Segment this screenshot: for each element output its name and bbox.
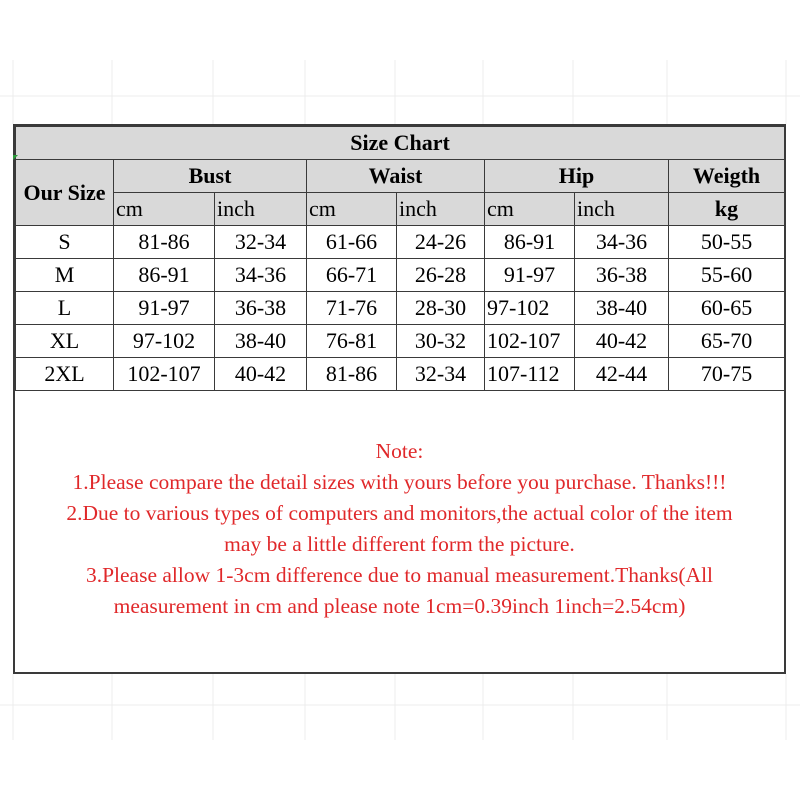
note-line: may be a little different form the picture. xyxy=(224,532,575,556)
bust-inch-cell: 40-42 xyxy=(215,358,307,391)
weight-kg-cell: 70-75 xyxy=(669,358,785,391)
hip-cm-cell: 97-102 xyxy=(485,292,575,325)
hip-header: Hip xyxy=(485,160,669,193)
waist-cm-cell: 61-66 xyxy=(307,226,397,259)
size-cell: L xyxy=(16,292,114,325)
waist-cm-unit: cm xyxy=(307,193,397,226)
size-cell: 2XL xyxy=(16,358,114,391)
waist-inch-cell: 24-26 xyxy=(397,226,485,259)
waist-cm-cell: 81-86 xyxy=(307,358,397,391)
weight-header: Weigth xyxy=(669,160,785,193)
note-heading: Note: xyxy=(375,439,424,463)
hip-inch-cell: 38-40 xyxy=(575,292,669,325)
table-title: Size Chart xyxy=(16,127,785,160)
bust-cm-cell: 97-102 xyxy=(114,325,215,358)
waist-header: Waist xyxy=(307,160,485,193)
weight-kg-cell: 60-65 xyxy=(669,292,785,325)
size-chart-table xyxy=(15,126,785,391)
hip-inch-cell: 36-38 xyxy=(575,259,669,292)
weight-kg-cell: 50-55 xyxy=(669,226,785,259)
waist-inch-cell: 28-30 xyxy=(397,292,485,325)
waist-inch-unit: inch xyxy=(397,193,485,226)
bust-cm-cell: 91-97 xyxy=(114,292,215,325)
table-row xyxy=(16,325,785,358)
hip-inch-cell: 40-42 xyxy=(575,325,669,358)
weight-kg-cell: 65-70 xyxy=(669,325,785,358)
bust-cm-cell: 102-107 xyxy=(114,358,215,391)
bust-inch-cell: 36-38 xyxy=(215,292,307,325)
note-line: measurement in cm and please note 1cm=0.39inch 1inch=2.54cm) xyxy=(113,594,686,618)
bust-cm-cell: 81-86 xyxy=(114,226,215,259)
size-cell: XL xyxy=(16,325,114,358)
bust-inch-cell: 32-34 xyxy=(215,226,307,259)
bust-cm-cell: 86-91 xyxy=(114,259,215,292)
waist-inch-cell: 30-32 xyxy=(397,325,485,358)
table-row xyxy=(16,292,785,325)
bust-inch-unit: inch xyxy=(215,193,307,226)
table-row xyxy=(16,358,785,391)
waist-cm-cell: 76-81 xyxy=(307,325,397,358)
hip-cm-cell: 107-112 xyxy=(485,358,575,391)
hip-cm-cell: 86-91 xyxy=(485,226,575,259)
table-row xyxy=(16,226,785,259)
bust-cm-unit: cm xyxy=(114,193,215,226)
note-block xyxy=(15,436,784,622)
hip-inch-cell: 34-36 xyxy=(575,226,669,259)
waist-cm-cell: 71-76 xyxy=(307,292,397,325)
bust-header: Bust xyxy=(114,160,307,193)
size-cell: M xyxy=(16,259,114,292)
weight-kg-unit: kg xyxy=(669,193,785,226)
table-row xyxy=(16,259,785,292)
note-line: 2.Due to various types of computers and monitors,the actual color of the item xyxy=(66,501,733,525)
size-cell: S xyxy=(16,226,114,259)
waist-inch-cell: 26-28 xyxy=(397,259,485,292)
waist-inch-cell: 32-34 xyxy=(397,358,485,391)
hip-cm-cell: 102-107 xyxy=(485,325,575,358)
hip-inch-unit: inch xyxy=(575,193,669,226)
hip-cm-unit: cm xyxy=(485,193,575,226)
our-size-header: Our Size xyxy=(16,160,114,226)
size-chart-sheet xyxy=(13,124,786,674)
cell-comment-marker xyxy=(13,155,18,160)
note-line: 1.Please compare the detail sizes with yours before you purchase. Thanks!!! xyxy=(72,470,727,494)
bust-inch-cell: 38-40 xyxy=(215,325,307,358)
hip-cm-cell: 91-97 xyxy=(485,259,575,292)
hip-inch-cell: 42-44 xyxy=(575,358,669,391)
bust-inch-cell: 34-36 xyxy=(215,259,307,292)
waist-cm-cell: 66-71 xyxy=(307,259,397,292)
note-line: 3.Please allow 1-3cm difference due to manual measurement.Thanks(All xyxy=(85,563,714,587)
weight-kg-cell: 55-60 xyxy=(669,259,785,292)
